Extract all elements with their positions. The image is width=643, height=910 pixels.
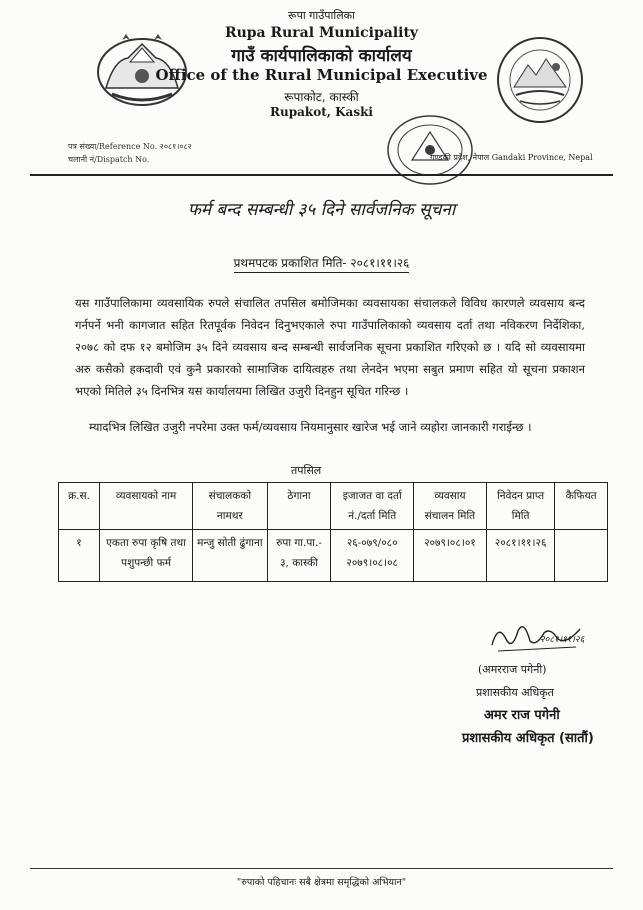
cell-sn: १ xyxy=(59,530,100,582)
cell-remarks xyxy=(555,530,608,582)
cell-operator: मन्जु सोती ढुंगाना xyxy=(193,530,268,582)
signatory-designation: प्रशासकीय अधिकृत xyxy=(476,686,554,699)
municipality-name-en: Rupa Rural Municipality xyxy=(224,25,419,41)
place-name-np: रूपाकोट, कास्की xyxy=(284,90,359,104)
municipality-name-np: रूपा गाउँपालिका xyxy=(288,9,355,22)
table-caption: तपसिल xyxy=(291,464,322,477)
col-operation-date: व्यवसाय संचालन मिति xyxy=(414,483,487,530)
stamp-title: प्रशासकीय अधिकृत (सातौं) xyxy=(462,731,594,746)
col-registration: इजाजत वा दर्ता नं./दर्ता मिति xyxy=(331,483,414,530)
cell-application-date: २०८१।११।२६ xyxy=(486,530,555,582)
notice-paragraph-1: यस गाउँपालिकामा व्यवसायिक रुपले संचालित तपसिल बमोजिमका व्यवसायका संचालकले विविध कारणले व्यवसाय बन्द गर्नपर्ने भनी कागजात सहित रितपूर्वक निवेदन दिनुभएकाले रुपा गाउँपालिकाको व्यवसाय दर्ता तथा नविकरण निर्देशिका, २०७८ को दफ १२ बमोजिम ३५ दिने व्यवसाय बन्द सम्बन्धी सार्वजनिक सूचना प्रकाशित गरिएको छ । यदि सो व्यवसायमा अरु कसैको हकदावी एवं कुनै प्रकारको सामाजिक दायित्वहरु तथा लेनदेन भएमा सबुत प्रमाण सहित यो सूचना प्रकाशन भएको मितिले ३५ दिनभित्र यस कार्यालयमा लिखित उजुरी दिनहुन सूचित गरिन्छ । xyxy=(75,296,585,398)
col-business-name: व्यवसायको नाम xyxy=(100,483,193,530)
office-name-np: गाउँ कार्यपालिकाको कार्यालय xyxy=(231,46,412,66)
header-divider xyxy=(30,174,613,176)
col-sn: क्र.स. xyxy=(59,483,100,530)
col-address: ठेगाना xyxy=(267,483,331,530)
table-header-row xyxy=(59,483,608,530)
cell-business-name: एकता रुपा कृषि तथा पशुपन्छी फर्म xyxy=(100,530,193,582)
table-row xyxy=(59,530,608,582)
cell-operation-date: २०७९।०८।०१ xyxy=(414,530,487,582)
col-operator: संचालकको नामथर xyxy=(193,483,268,530)
stamp-name: अमर राज पगेनी xyxy=(484,708,560,723)
details-table xyxy=(58,482,608,582)
signatory-name: (अमरराज पगेनी) xyxy=(478,663,547,676)
reference-number: पत्र संख्या/Reference No. २०८१।०८२ xyxy=(68,142,192,151)
footer-divider xyxy=(30,868,613,869)
notice-title: फर्म बन्द सम्बन्धी ३५ दिने सार्वजनिक सूचना xyxy=(187,200,456,220)
office-name-en: Office of the Rural Municipal Executive xyxy=(155,66,488,84)
col-application-date: निवेदन प्राप्त मिति xyxy=(486,483,555,530)
place-name-en: Rupakot, Kaski xyxy=(270,105,373,119)
publish-date-text: प्रथमपटक प्रकाशित मिति- २०८१।११।२६ xyxy=(234,256,410,273)
office-seal-icon xyxy=(380,110,480,190)
dispatch-number: चलानी नं/Dispatch No. xyxy=(68,155,150,164)
cell-registration: २६-०७९/०८० २०७९।०८।०८ xyxy=(331,530,414,582)
municipality-logo-icon xyxy=(490,35,590,125)
col-remarks: कैफियत xyxy=(555,483,608,530)
signature-date: २०८१।११।२६ xyxy=(540,635,585,645)
province-address: गण्डकी प्रदेश, नेपाल Gandaki Province, Nepal xyxy=(430,153,593,162)
notice-paragraph-2: म्यादभित्र लिखित उजुरी नपरेमा उक्त फर्म/व्यवसाय नियमानुसार खारेज भई जाने व्यहोरा जानकारी गराईन्छ । xyxy=(89,420,532,434)
footer-slogan: "रुपाको पहिचानः सबै क्षेत्रमा समृद्धिको अभियान" xyxy=(236,877,407,888)
cell-address: रुपा गा.पा.- ३, कास्की xyxy=(267,530,331,582)
publish-date xyxy=(190,254,453,271)
